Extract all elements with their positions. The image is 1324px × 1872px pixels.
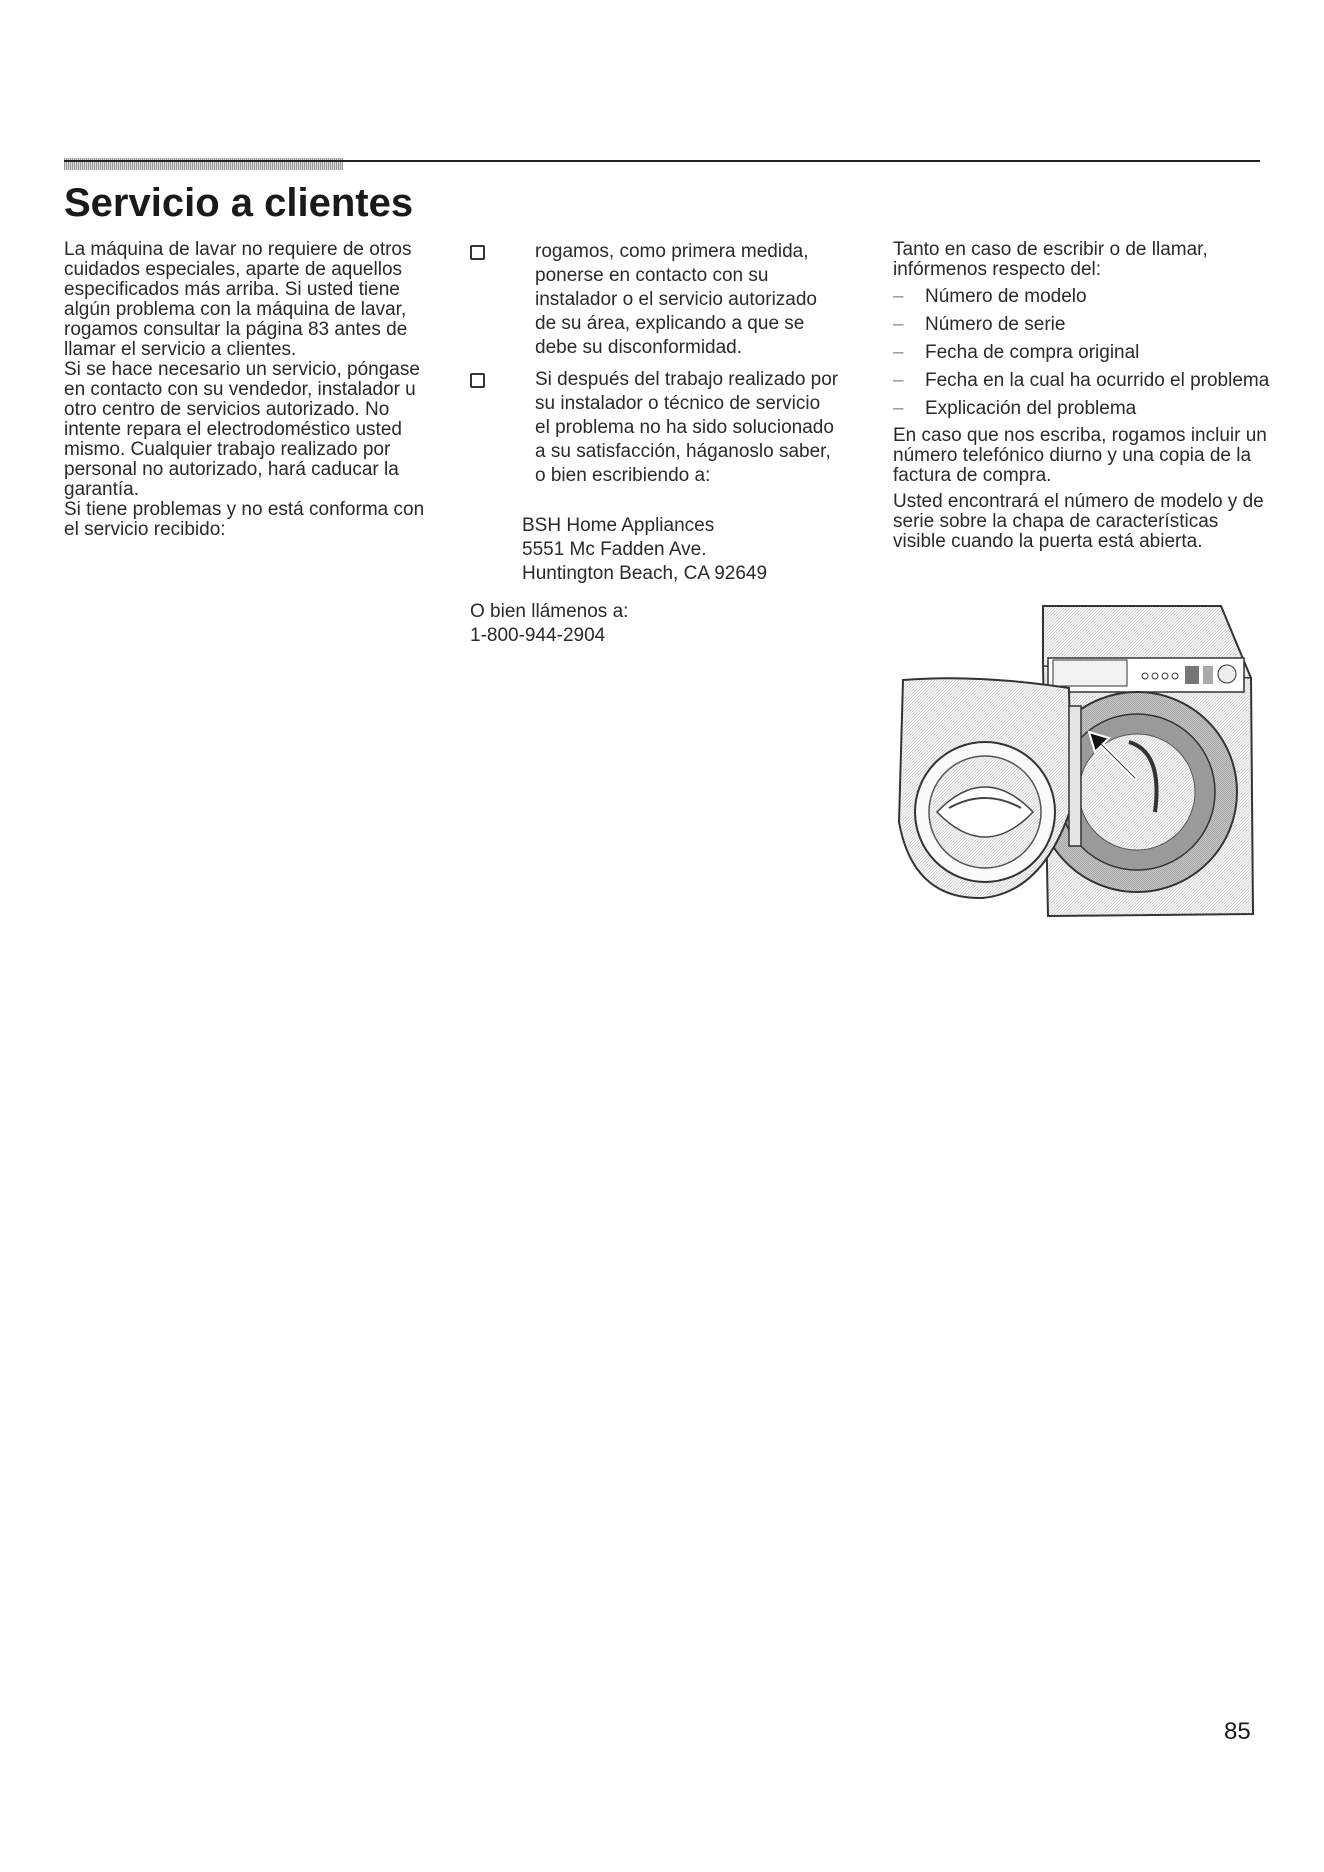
address-line: 5551 Mc Fadden Ave. [522,539,707,560]
page-title: Servicio a clientes [64,181,414,225]
step-item [470,240,840,360]
checkbox-bullet-icon [470,245,485,260]
washer-icon [893,602,1259,920]
dash-icon: – [893,314,904,335]
list-item: – Fecha de compra original [893,342,1140,363]
address-line: BSH Home Appliances [522,515,715,536]
list-item: – Número de serie [893,314,1066,335]
info-intro: Tanto en caso de escribir o de llamar, infórmenos respecto del: [893,239,1208,280]
call-label: O bien llámenos a: [470,601,629,622]
address-line: Huntington Beach, CA 92649 [522,563,768,584]
mailing-address [522,514,840,586]
dash-icon: – [893,370,904,391]
intro-column [64,240,444,540]
list-item: – Número de modelo [893,286,1087,307]
list-item: – Explicación del problema [893,398,1137,419]
step-text: Si después del trabajo realizado por su instalador o técnico de servicio el problema no ha sido solucionado a su satisfacción, háganoslo saber, o bien escribiendo a: [535,369,839,486]
dash-icon: – [893,286,904,307]
call-block [470,600,840,648]
step-text: rogamos, como primera medida, ponerse en contacto con su instalador o el servicio autorizado de su área, explicando a que se debe su disconformidad. [535,241,817,358]
paragraph-problems: Si tiene problemas y no está conforma con el servicio recibido: [64,499,425,540]
list-item: – Fecha en la cual ha ocurrido el problema [893,370,1270,391]
checkbox-bullet-icon [470,373,485,388]
letter-note: En caso que nos escriba, rogamos incluir un número telefónico diurno y una copia de la factura de compra. [893,425,1267,486]
header-rule [64,160,1260,162]
step-item [470,368,840,488]
page-number: 85 [1224,1718,1251,1745]
paragraph-maintenance: La máquina de lavar no requiere de otros cuidados especiales, aparte de aquellos especificados más arriba. Si usted tiene algún problema con la máquina de lavar, rogamos consultar la página 83 antes de llamar el servicio a clientes. [64,239,412,360]
paragraph-service: Si se hace necesario un servicio, póngase en contacto con su vendedor, instalador u otro centro de servicios autorizado. No intente repara el electrodoméstico usted mismo. Cualquier trabajo realizado por personal no autorizado, hará caducar la garantía. [64,359,420,500]
phone-number: 1-800-944-2904 [470,625,606,646]
steps-column [470,240,840,648]
info-column [893,240,1273,558]
info-list [893,286,1273,419]
nameplate-note: Usted encontrará el número de modelo y de serie sobre la chapa de características visible cuando la puerta está abierta. [893,491,1264,552]
dash-icon: – [893,342,904,363]
washing-machine-nameplate-illustration [893,602,1259,920]
dash-icon: – [893,398,904,419]
